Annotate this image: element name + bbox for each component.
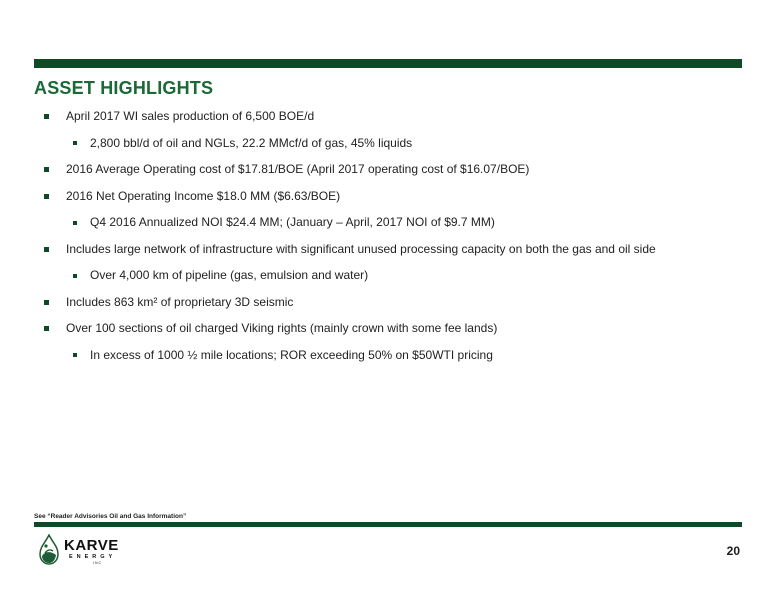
small-square-bullet-icon	[73, 353, 77, 357]
sub-bullet-text: 2,800 bbl/d of oil and NGLs, 22.2 MMcf/d of gas, 45% liquids	[90, 135, 413, 150]
bullet-item	[34, 289, 742, 316]
sub-bullet-text: Q4 2016 Annualized NOI $24.4 MM; (January – April, 2017 NOI of $9.7 MM)	[90, 215, 495, 229]
sub-bullet-item	[34, 130, 742, 157]
square-bullet-icon	[44, 114, 49, 119]
footer-rule	[34, 522, 742, 527]
bullet-text: 2016 Average Operating cost of $17.81/BOE (April 2017 operating cost of $16.07/BOE)	[66, 162, 530, 176]
sub-bullet-item	[34, 342, 742, 369]
bullet-text: 2016 Net Operating Income $18.0 MM ($6.63/BOE)	[66, 188, 341, 203]
bullet-item	[34, 156, 742, 183]
slide-title: ASSET HIGHLIGHTS	[34, 78, 214, 98]
small-square-bullet-icon	[73, 221, 77, 225]
square-bullet-icon	[44, 300, 49, 305]
header-rule	[34, 59, 742, 68]
page-number: 20	[726, 544, 740, 558]
company-logo	[36, 534, 128, 566]
bullet-item	[34, 315, 742, 342]
sub-bullet-item	[34, 209, 742, 236]
square-bullet-icon	[44, 247, 49, 252]
bullet-list	[34, 103, 742, 368]
bullet-item	[34, 103, 742, 130]
bullet-text: Includes 863 km² of proprietary 3D seismic	[66, 294, 294, 309]
bullet-text: April 2017 WI sales production of 6,500 BOE/d	[66, 109, 315, 123]
square-bullet-icon	[44, 167, 49, 172]
sub-bullet-item	[34, 262, 742, 289]
square-bullet-icon	[44, 326, 49, 331]
bullet-item	[34, 183, 742, 210]
footnote: See “Reader Advisories Oil and Gas Information”	[34, 513, 187, 520]
logo-inc: INC	[93, 561, 103, 565]
sub-bullet-text: In excess of 1000 ½ mile locations; ROR exceeding 50% on $50WTI pricing	[90, 347, 493, 362]
small-square-bullet-icon	[73, 274, 77, 278]
sub-bullet-text: Over 4,000 km of pipeline (gas, emulsion and water)	[90, 268, 369, 282]
square-bullet-icon	[44, 194, 49, 199]
small-square-bullet-icon	[73, 141, 77, 145]
logo-wordmark: KARVE	[64, 537, 119, 554]
oil-drop-logo-icon	[36, 534, 62, 566]
bullet-text: Includes large network of infrastructure with significant unused processing capacity on both the gas and oil side	[66, 241, 656, 256]
logo-subtitle: ENERGY	[69, 554, 117, 560]
bullet-text: Over 100 sections of oil charged Viking rights (mainly crown with some fee lands)	[66, 321, 498, 335]
bullet-item	[34, 236, 742, 263]
